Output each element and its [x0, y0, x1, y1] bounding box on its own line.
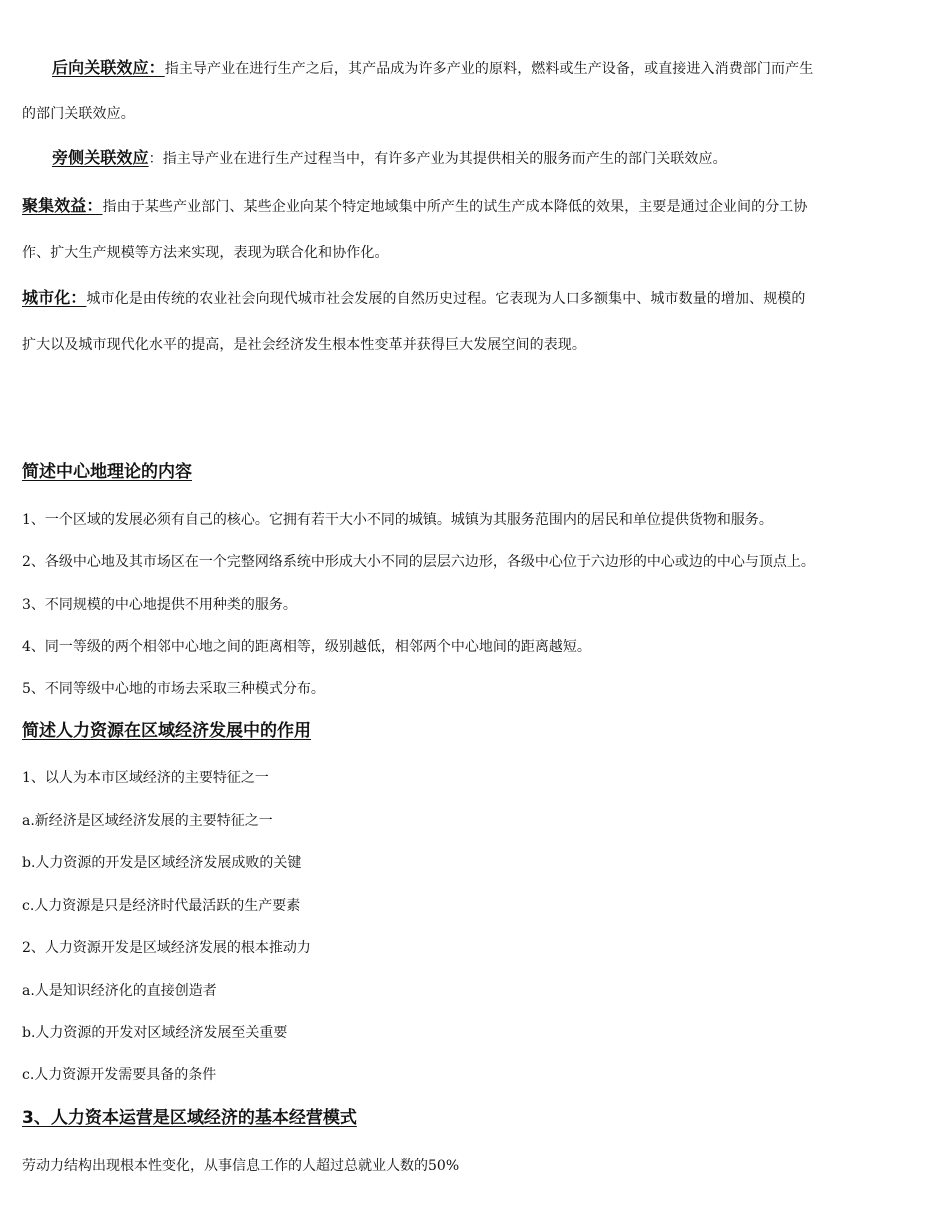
- list-item: 2、各级中心地及其市场区在一个完整网络系统中形成大小不同的层层六边形，各级中心位于六边形的中心或边的中心与顶点上。: [22, 554, 815, 570]
- list-item: 劳动力结构出现根本性变化，从事信息工作的人超过总就业人数的50%: [22, 1158, 460, 1174]
- list-item: b.人力资源的开发是区域经济发展成败的关键: [22, 855, 302, 871]
- definition-continuation: 作、扩大生产规模等方法来实现，表现为联合化和协作化。: [22, 245, 389, 261]
- list-item: 2、人力资源开发是区域经济发展的根本推动力: [22, 940, 311, 956]
- list-item: 5、不同等级中心地的市场去采取三种模式分布。: [22, 681, 325, 697]
- term-agglomeration: 聚集效益：: [22, 196, 103, 215]
- definition-text: ：指主导产业在进行生产过程当中，有许多产业为其提供相关的服务而产生的部门关联效应。: [148, 151, 727, 167]
- term-backward-linkage: 后向关联效应：: [52, 58, 165, 77]
- list-item: 4、同一等级的两个相邻中心地之间的距离相等，级别越低，相邻两个中心地间的距离越短。: [22, 639, 591, 655]
- list-item: 3、不同规模的中心地提供不用种类的服务。: [22, 597, 297, 613]
- term-urbanization: 城市化：: [22, 288, 87, 307]
- section-heading-central-place: 简述中心地理论的内容: [22, 462, 192, 482]
- list-item: 1、一个区域的发展必须有自己的核心。它拥有若干大小不同的城镇。城镇为其服务范围内的居民和单位提供货物和服务。: [22, 512, 773, 528]
- list-item: a.新经济是区域经济发展的主要特征之一: [22, 813, 273, 829]
- section-heading-human-resources: 简述人力资源在区域经济发展中的作用: [22, 721, 311, 741]
- definition-text: 指主导产业在进行生产之后，其产品成为许多产业的原料，燃料或生产设备，或直接进入消费部门而产生: [164, 61, 814, 77]
- definition-continuation: 扩大以及城市现代化水平的提高，是社会经济发生根本性变革并获得巨大发展空间的表现。: [22, 337, 586, 353]
- list-item: 1、以人为本市区域经济的主要特征之一: [22, 770, 269, 786]
- list-item: b.人力资源的开发对区域经济发展至关重要: [22, 1025, 288, 1041]
- definition-text: 城市化是由传统的农业社会向现代城市社会发展的自然历史过程。它表现为人口多额集中、城市数量的增加、规模的: [86, 291, 806, 307]
- section-subheading-capital-operation: 3、人力资本运营是区域经济的基本经营模式: [22, 1108, 357, 1128]
- definition-agglomeration: [22, 196, 940, 217]
- term-lateral-linkage: 旁侧关联效应: [52, 148, 149, 167]
- definition-text: 指由于某些产业部门、某些企业向某个特定地域集中所产生的试生产成本降低的效果，主要是通过企业间的分工协: [102, 199, 808, 215]
- list-item: a.人是知识经济化的直接创造者: [22, 983, 217, 999]
- list-item: c.人力资源是只是经济时代最活跃的生产要素: [22, 898, 301, 914]
- list-item: c.人力资源开发需要具备的条件: [22, 1067, 217, 1083]
- definition-backward-linkage: [52, 58, 940, 79]
- definition-lateral-linkage: [52, 148, 940, 169]
- definition-urbanization: [22, 288, 940, 309]
- definition-continuation: 的部门关联效应。: [22, 106, 135, 122]
